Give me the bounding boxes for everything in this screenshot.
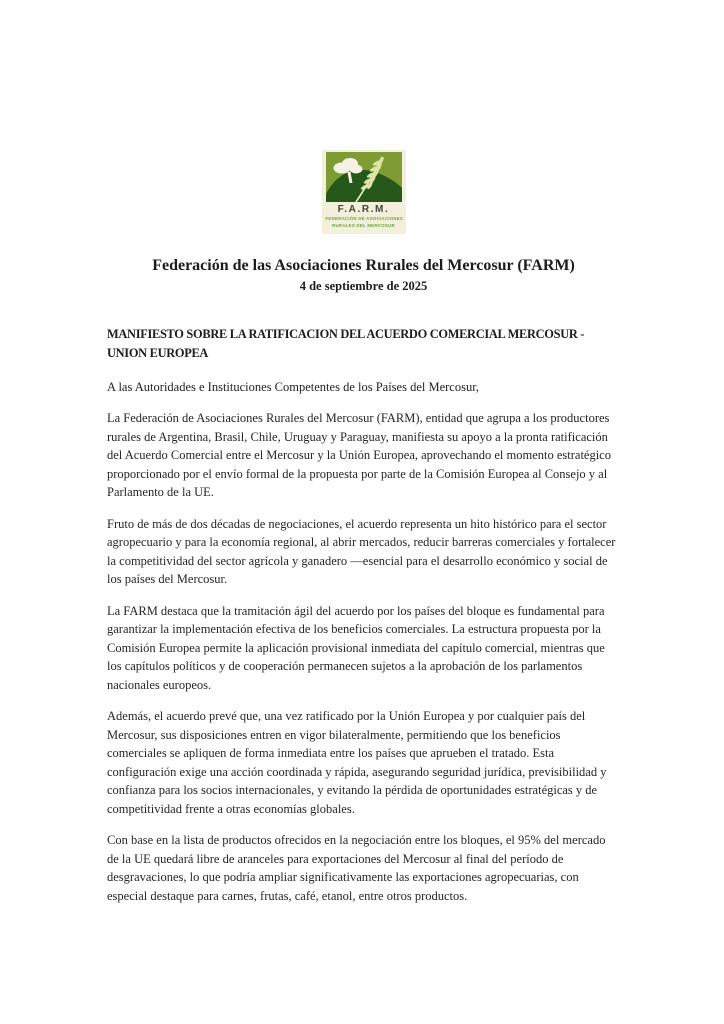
logo-block <box>107 150 620 234</box>
body-paragraph: Además, el acuerdo prevé que, una vez ratificado por la Unión Europea y por cualquier país del Mercosur, sus disposiciones entren en vigor bilateralmente, permitiendo que los beneficios comerciales se apliquen de forma inmediata entre los países que aprueben el tratado. Esta configuración exige una acción coordinada y rápida, asegurando seguridad jurídica, previsibilidad y confianza para los socios internacionales, y evitando la pérdida de oportunidades estratégicas y de competitividad frente a otras economías globales. <box>107 709 607 816</box>
body-paragraph: Con base en la lista de productos ofrecidos en la negociación entre los bloques, el 95% del mercado de la UE quedará libre de aranceles para exportaciones del Mercosur al final del período de desgravaciones, lo que podría ampliar significativamente las exportaciones agropecuarias, con especial destaque para carnes, frutas, café, etanol, entre otros productos. <box>107 833 606 903</box>
farm-logo <box>322 150 406 234</box>
logo-caption-line1: FEDERACIÓN DE ASOCIACIONES <box>325 216 404 221</box>
logo-caption-line2: RURALES DEL MERCOSUR <box>332 223 395 229</box>
document-title: Federación de las Asociaciones Rurales del Mercosur (FARM) <box>152 257 575 275</box>
manifesto-heading: MANIFIESTO SOBRE LA RATIFICACION DEL ACUERDO COMERCIAL MERCOSUR -UNION EUROPEA <box>107 327 585 361</box>
logo-acronym: F.A.R.M. <box>337 204 390 215</box>
body-paragraph: Fruto de más de dos décadas de negociaciones, el acuerdo representa un hito histórico para el sector agropecuario y para la economía regional, al abrir mercados, reducir barreras comerciales y fortalecer la competitividad del sector agrícola y ganadero —esencial para el desarrollo económico y social de los países del Mercosur. <box>107 516 616 587</box>
farm-emblem-icon <box>326 152 402 202</box>
salutation-line: A las Autoridades e Instituciones Competentes de los Países del Mercosur, <box>107 379 480 394</box>
body-paragraph: La FARM destaca que la tramitación ágil del acuerdo por los países del bloque es fundamental para garantizar la implementación efectiva de los beneficios comerciales. La estructura propuesta por la Comisión Europea permite la aplicación provisional inmediata del capítulo comercial, mientras que los capítulos políticos y de cooperación permanecen sujetos a la aprobación de los parlamentos nacionales europeos. <box>107 603 605 692</box>
body-paragraph: La Federación de Asociaciones Rurales del Mercosur (FARM), entidad que agrupa a los productores rurales de Argentina, Brasil, Chile, Uruguay y Paraguay, manifiesta su apoyo a la pronta ratificación del Acuerdo Comercial entre el Mercosur y la Unión Europea, aprovechando el momento estratégico proporcionado por el envío formal de la propuesta por parte de la Comisión Europea al Consejo y al Parlamento de la UE. <box>107 411 611 500</box>
document-date: 4 de septiembre de 2025 <box>299 279 428 294</box>
